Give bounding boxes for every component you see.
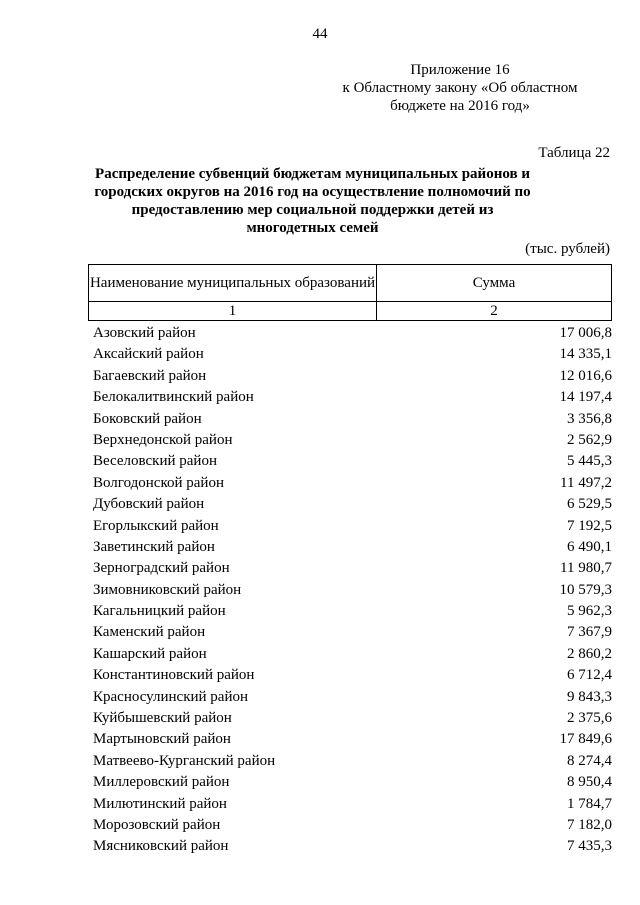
row-value: 7 367,9 [567,624,612,641]
table-row [93,494,612,515]
row-value: 11 497,2 [560,474,612,491]
row-value: 2 860,2 [567,645,612,662]
table-row [93,815,612,836]
row-name: Мартыновский район [93,731,231,748]
row-value: 11 980,7 [560,560,612,577]
row-value: 9 843,3 [567,688,612,705]
table-row [93,537,612,558]
table-row [93,430,612,451]
row-name: Миллеровский район [93,774,230,791]
row-name: Зерноградский район [93,560,230,577]
table-row [93,344,612,365]
row-value: 10 579,3 [559,581,612,598]
table-row [93,687,612,708]
table-row [93,729,612,750]
row-value: 7 435,3 [567,838,612,855]
table-row [93,516,612,537]
table-row [93,644,612,665]
row-name: Азовский район [93,325,196,341]
table-row [93,580,612,601]
row-name: Куйбышевский район [93,710,232,727]
row-value: 7 192,5 [567,517,612,534]
table-row [93,409,612,430]
row-name: Верхнедонской район [93,431,233,448]
row-name: Аксайский район [93,346,204,363]
header-name: Наименование муниципальных образований [89,265,377,302]
row-name: Каменский район [93,624,206,641]
table-row [93,601,612,622]
units-label: (тыс. рублей) [525,241,610,257]
row-value: 1 784,7 [567,795,612,812]
row-name: Заветинский район [93,538,215,555]
table-row [93,366,612,387]
row-value: 12 016,6 [559,367,612,384]
header-sum: Сумма [377,265,612,302]
row-value: 17 849,6 [559,731,612,748]
row-name: Волгодонской район [93,474,224,491]
document-title: Распределение субвенций бюджетам муниципальных районов и городских округов на 2016 год на осуществление полномочий по предоставлению мер социальной поддержки детей из многодетных семей [94,166,531,236]
row-name: Белокалитвинский район [93,389,254,406]
table-row [93,751,612,772]
table-header [88,264,612,321]
table-number: Таблица 22 [538,145,610,161]
row-value: 2 375,6 [567,710,612,727]
appendix-line-1: Приложение 16 [410,62,510,78]
column-number-2: 2 [377,302,612,321]
table-row [93,473,612,494]
table-row [93,794,612,815]
row-name: Зимовниковский район [93,581,242,598]
appendix-line-2: к Областному закону «Об областном [342,80,578,96]
row-name: Веселовский район [93,453,217,470]
row-name: Багаевский район [93,367,207,384]
row-value: 17 006,8 [559,325,612,341]
column-number-1: 1 [89,302,377,321]
row-name: Кагальницкий район [93,603,226,620]
row-name: Егорлыкский район [93,517,219,534]
table-row [93,558,612,579]
row-value: 7 182,0 [567,816,612,833]
appendix-note [310,61,610,115]
row-name: Милютинский район [93,795,227,812]
table-row [93,708,612,729]
table-row [93,323,612,344]
row-value: 8 274,4 [567,752,612,769]
row-value: 5 962,3 [567,603,612,620]
row-value: 14 335,1 [559,346,612,363]
table-row [93,772,612,793]
row-value: 6 490,1 [567,538,612,555]
row-name: Мясниковский район [93,838,229,855]
row-name: Кашарский район [93,645,207,662]
row-value: 5 445,3 [567,453,612,470]
row-value: 8 950,4 [567,774,612,791]
row-name: Морозовский район [93,816,221,833]
table-row [93,836,612,857]
appendix-line-3: бюджете на 2016 год» [390,98,530,114]
row-name: Матвеево-Курганский район [93,752,276,769]
row-value: 14 197,4 [559,389,612,406]
table-body [93,323,612,858]
table-row [93,387,612,408]
table-row [93,451,612,472]
row-name: Дубовский район [93,496,205,513]
row-value: 6 529,5 [567,496,612,513]
row-name: Красносулинский район [93,688,249,705]
table-row [93,665,612,686]
row-value: 2 562,9 [567,431,612,448]
row-name: Константиновский район [93,667,255,684]
page-number: 44 [312,26,328,42]
table-row [93,622,612,643]
row-name: Боковский район [93,410,202,427]
row-value: 3 356,8 [567,410,612,427]
row-value: 6 712,4 [567,667,612,684]
